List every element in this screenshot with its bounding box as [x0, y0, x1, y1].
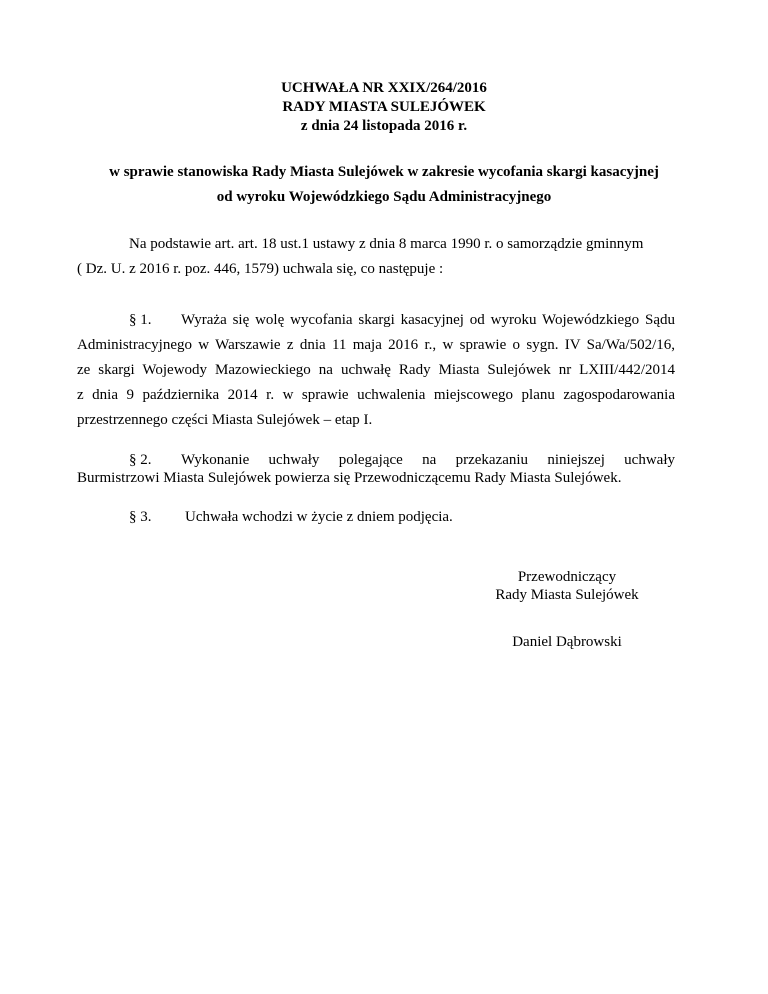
resolution-date: z dnia 24 listopada 2016 r. [300, 118, 468, 134]
section-1-line-5: przestrzennego części Miasta Sulejówek – etap I. [77, 412, 373, 428]
section-1-line-1: Wyraża się wolę wycofania skargi kasacyjnej od wyroku Wojewódzkiego Sądu [181, 312, 675, 328]
signature-name: Daniel Dąbrowski [512, 634, 622, 650]
section-1-line-4: z dnia 9 października 2014 r. w sprawie uchwalenia miejscowego planu zagospodarowania [77, 387, 675, 403]
signature-body: Rady Miasta Sulejówek [495, 587, 639, 603]
section-2-line-1: Wykonanie uchwały polegające na przekazaniu niniejszej uchwały [181, 452, 675, 468]
subject-line-1: w sprawie stanowiska Rady Miasta Sulejówek w zakresie wycofania skargi kasacyjnej [109, 164, 659, 180]
section-3-text: Uchwała wchodzi w życie z dniem podjęcia. [185, 509, 453, 525]
preamble-line-1: Na podstawie art. art. 18 ust.1 ustawy z dnia 8 marca 1990 r. o samorządzie gminnym [129, 236, 644, 252]
signature-role: Przewodniczący [517, 569, 617, 585]
subject-line-2: od wyroku Wojewódzkiego Sądu Administracyjnego [216, 189, 552, 205]
section-2-line-2: Burmistrzowi Miasta Sulejówek powierza się Przewodniczącemu Rady Miasta Sulejówek. [77, 470, 622, 486]
section-3-mark: § 3. [129, 509, 152, 525]
preamble-line-2: ( Dz. U. z 2016 r. poz. 446, 1579) uchwala się, co następuje : [77, 261, 444, 277]
section-1-line-2: Administracyjnego w Warszawie z dnia 11 maja 2016 r., w sprawie o sygn. IV Sa/Wa/502/16, [77, 337, 675, 353]
section-1-line-3: ze skargi Wojewody Mazowieckiego na uchwałę Rady Miasta Sulejówek nr LXIII/442/2014 [77, 362, 675, 378]
council-name: RADY MIASTA SULEJÓWEK [282, 99, 486, 115]
section-2-mark: § 2. [129, 452, 152, 468]
section-1-mark: § 1. [129, 312, 152, 328]
resolution-number: UCHWAŁA NR XXIX/264/2016 [281, 80, 487, 96]
